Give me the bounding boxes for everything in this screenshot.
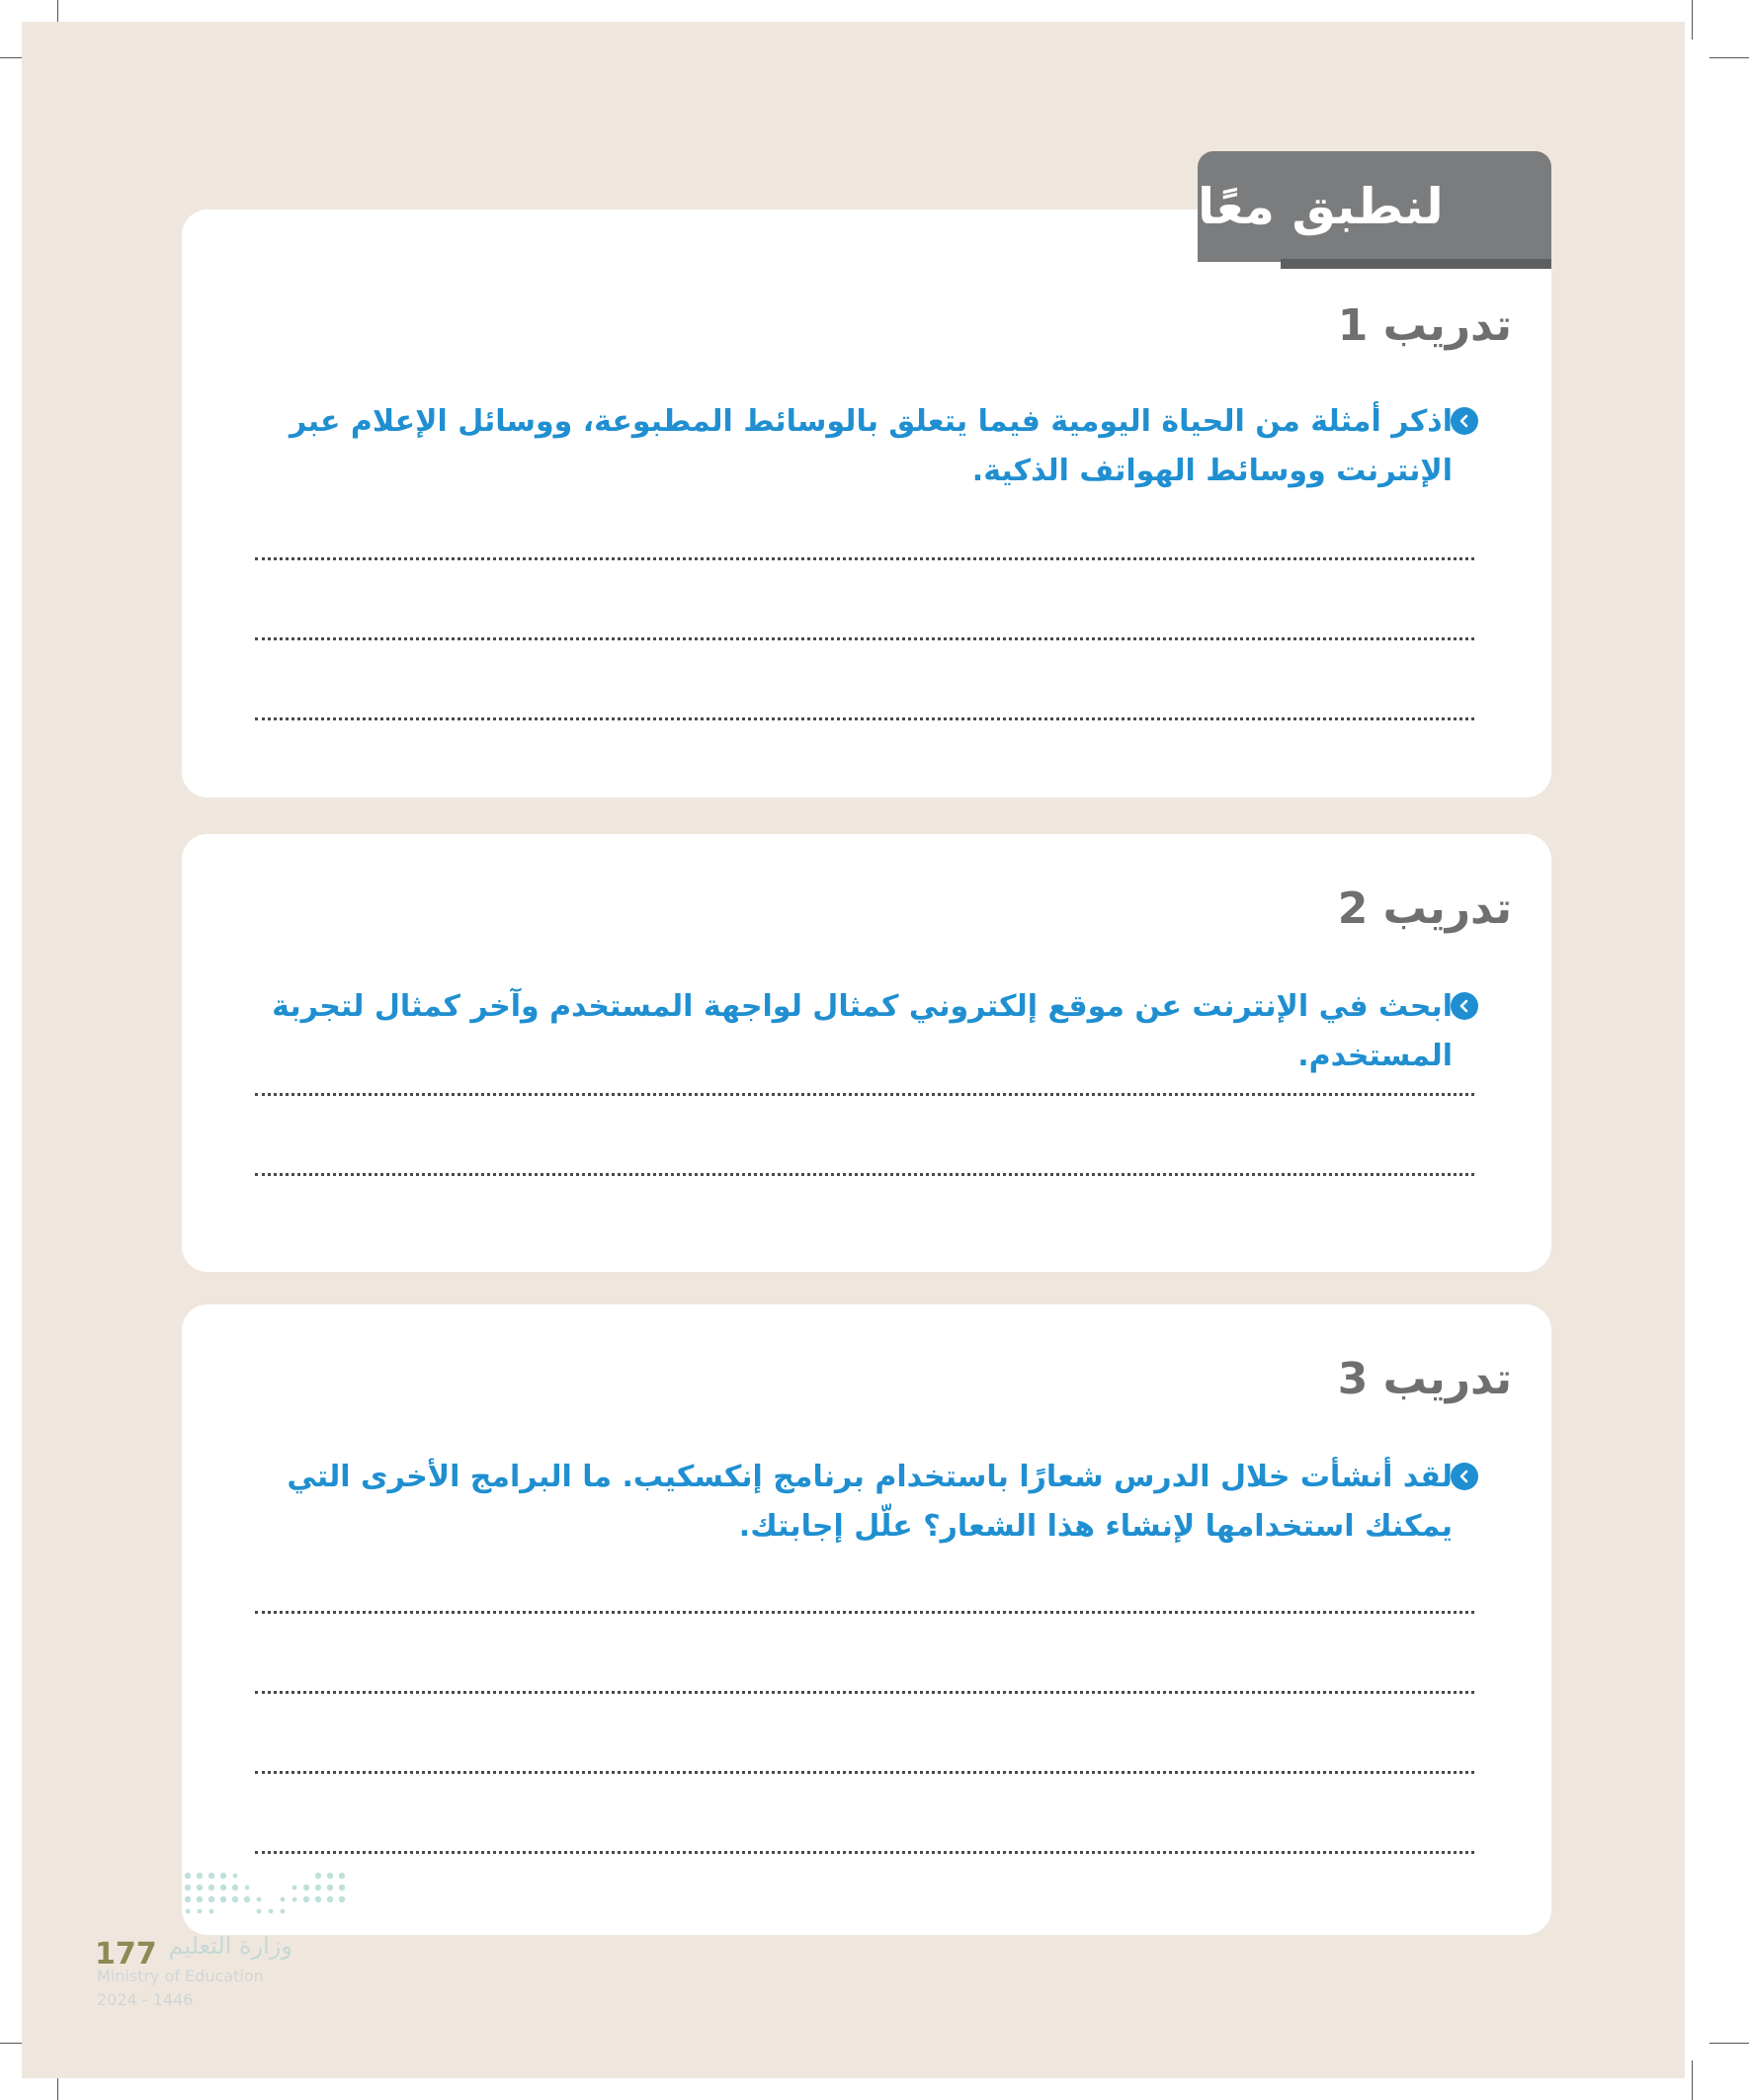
answer-line[interactable] bbox=[255, 557, 1474, 560]
exercise-question: لقد أنشأت خلال الدرس شعارًا باستخدام برنامج إنكسكيب. ما البرامج الأخرى التي يمكنك استخدامها لإنشاء هذا الشعار؟ علّل إجابتك. bbox=[287, 1460, 1453, 1544]
exercise-card-3 bbox=[182, 1304, 1551, 1935]
question-bullet-icon bbox=[1451, 992, 1478, 1020]
crop-mark bbox=[1692, 2060, 1693, 2100]
exercise-title: تدريب 2 bbox=[1337, 883, 1512, 934]
question-bullet-icon bbox=[1451, 407, 1478, 435]
ministry-year: 2024 - 1446 bbox=[97, 1990, 194, 2009]
answer-line[interactable] bbox=[255, 1611, 1474, 1614]
page-number: 177 bbox=[95, 1937, 157, 1972]
exercise-card-2 bbox=[182, 834, 1551, 1272]
crop-mark bbox=[1709, 57, 1749, 58]
exercise-title: تدريب 1 bbox=[1337, 300, 1512, 351]
exercise-title: تدريب 3 bbox=[1337, 1354, 1512, 1404]
question-bullet-icon bbox=[1451, 1463, 1478, 1490]
ministry-name-ar: وزارة التعليم bbox=[168, 1932, 292, 1960]
exercise-question: اذكر أمثلة من الحياة اليومية فيما يتعلق بالوسائط المطبوعة، ووسائل الإعلام عبر الإنترنت ووسائط الهواتف الذكية. bbox=[290, 404, 1453, 488]
header-underline bbox=[1281, 259, 1551, 269]
crop-mark bbox=[1692, 0, 1693, 40]
answer-line[interactable] bbox=[255, 637, 1474, 640]
answer-line[interactable] bbox=[255, 1691, 1474, 1694]
ministry-logo-icon bbox=[178, 1858, 356, 1927]
exercise-card-1 bbox=[182, 210, 1551, 798]
exercise-question: ابحث في الإنترنت عن موقع إلكتروني كمثال لواجهة المستخدم وآخر كمثال لتجربة المستخدم. bbox=[272, 989, 1453, 1073]
answer-line[interactable] bbox=[255, 1851, 1474, 1854]
answer-line[interactable] bbox=[255, 1093, 1474, 1096]
answer-line[interactable] bbox=[255, 1771, 1474, 1774]
ministry-name-en: Ministry of Education bbox=[97, 1967, 264, 1985]
section-header: لنطبق معًا bbox=[1198, 151, 1551, 262]
crop-mark bbox=[1709, 2043, 1749, 2044]
answer-line[interactable] bbox=[255, 717, 1474, 720]
answer-line[interactable] bbox=[255, 1173, 1474, 1176]
